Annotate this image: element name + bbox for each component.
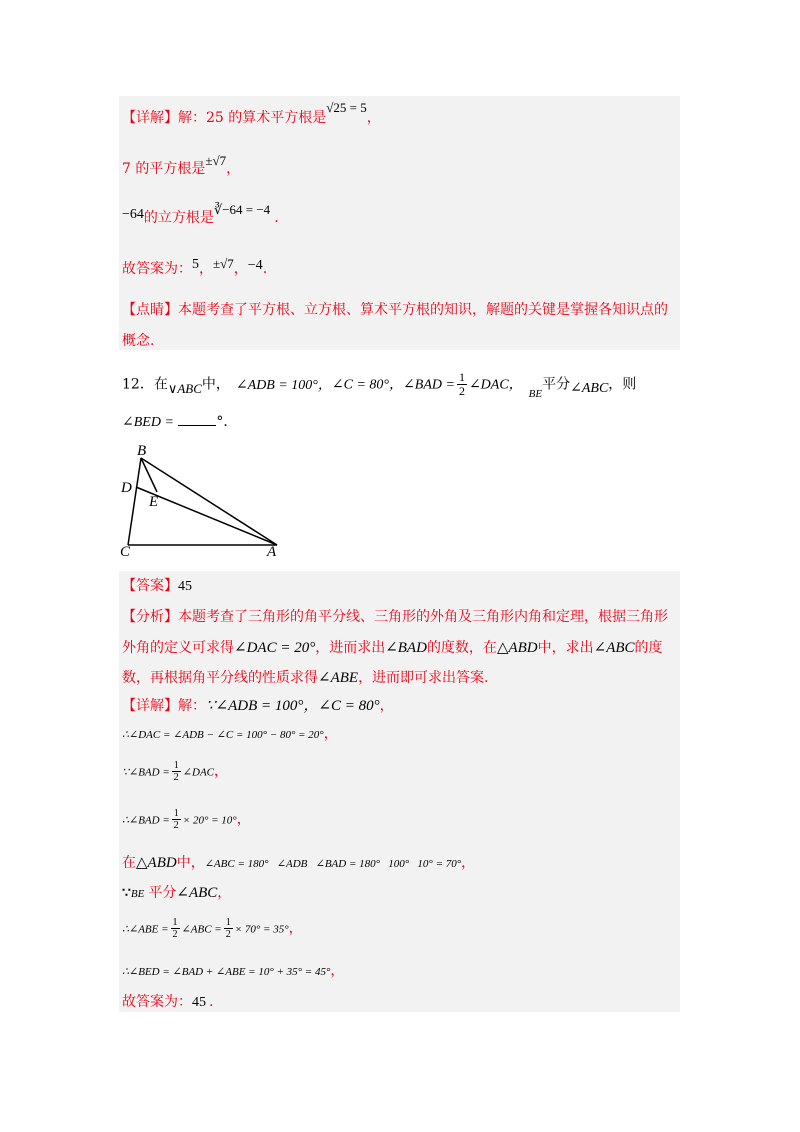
label-d: D bbox=[121, 480, 132, 496]
question-12-line-2: ∠BED = °． bbox=[122, 414, 238, 430]
detail-line-3: −64的立方根是∛−64 = −4. bbox=[122, 202, 279, 226]
answer-line: 【答案】45 bbox=[122, 578, 192, 594]
fraction-half-d7b: $\frac{1}{2}$ bbox=[225, 917, 231, 940]
detail-line-4: 故答案为：5，±√7，−4. bbox=[122, 256, 268, 277]
fraction-half-d7a: $\frac{1}{2}$ bbox=[172, 917, 178, 940]
label-c: C bbox=[120, 544, 131, 560]
fraction-half: $\frac{1}{2}$ bbox=[458, 370, 465, 398]
detail2-line-3: ∵∠BAD = $\frac{1}{2}$ ∠DAC， bbox=[122, 760, 228, 783]
label-b: B bbox=[137, 443, 147, 459]
analysis-line-3: 数，再根据角平分线的性质求得∠ABE，进而即可求出答案. bbox=[122, 670, 489, 686]
detail2-line-7: ∴∠ABE = $\frac{1}{2}$ ∠ABC = $\frac{1}{2}$ × 70° = 35°， bbox=[122, 917, 303, 940]
comment-line-2: 概念. bbox=[122, 333, 155, 349]
detail2-line-2: ∴∠DAC = ∠ADB − ∠C = 100° − 80° = 20°， bbox=[122, 726, 338, 742]
analysis-line-1: 【分析】本题考查了三角形的角平分线、三角形的外角及三角形内角和定理，根据三角形 bbox=[122, 609, 668, 625]
comment-line-1: 【点睛】本题考查了平方根、立方根、算术平方根的知识，解题的关键是掌握各知识点的 bbox=[122, 302, 668, 318]
detail2-line-6: ∵BE 平分∠ABC， bbox=[122, 885, 232, 901]
side-ba bbox=[141, 458, 277, 545]
final-answer-line: 故答案为：45 . bbox=[122, 994, 214, 1010]
fraction-half-d4: $\frac{1}{2}$ bbox=[173, 808, 179, 831]
detail2-line-5: 在△ABD中，∠ABC = 180° ∠ADB ∠BAD = 180° 100° 10° = 70°， bbox=[122, 855, 476, 871]
detail-line-1: 【详解】解：25 的算术平方根是√25 = 5， bbox=[122, 100, 381, 126]
side-bc bbox=[128, 458, 141, 545]
triangle-figure bbox=[115, 440, 295, 560]
label-e: E bbox=[149, 494, 159, 510]
label-a: A bbox=[267, 544, 277, 560]
question-12-line-1: 12．在∨ABC中， ∠ADB = 100°，∠C = 80°，∠BAD = $\frac{1}{2}$ ∠DAC，$_{BE}$平分∠ABC，则 bbox=[122, 370, 637, 400]
fraction-half-d3: $\frac{1}{2}$ bbox=[173, 760, 179, 783]
analysis-line-2: 外角的定义可求得∠DAC = 20°，进而求出∠BAD的度数，在△ABD中，求出∠ABC的度 bbox=[122, 640, 663, 656]
detail-line-2: 7 的平方根是±√7， bbox=[122, 153, 241, 177]
answer-blank[interactable] bbox=[178, 413, 216, 426]
detail2-line-1: 【详解】解：∵∠ADB = 100°，∠C = 80°， bbox=[122, 698, 394, 714]
detail2-line-4: ∴∠BAD = $\frac{1}{2}$ × 20° = 10°， bbox=[122, 808, 251, 831]
detail2-line-8: ∴∠BED = ∠BAD + ∠ABE = 10° + 35° = 45°， bbox=[122, 963, 345, 979]
